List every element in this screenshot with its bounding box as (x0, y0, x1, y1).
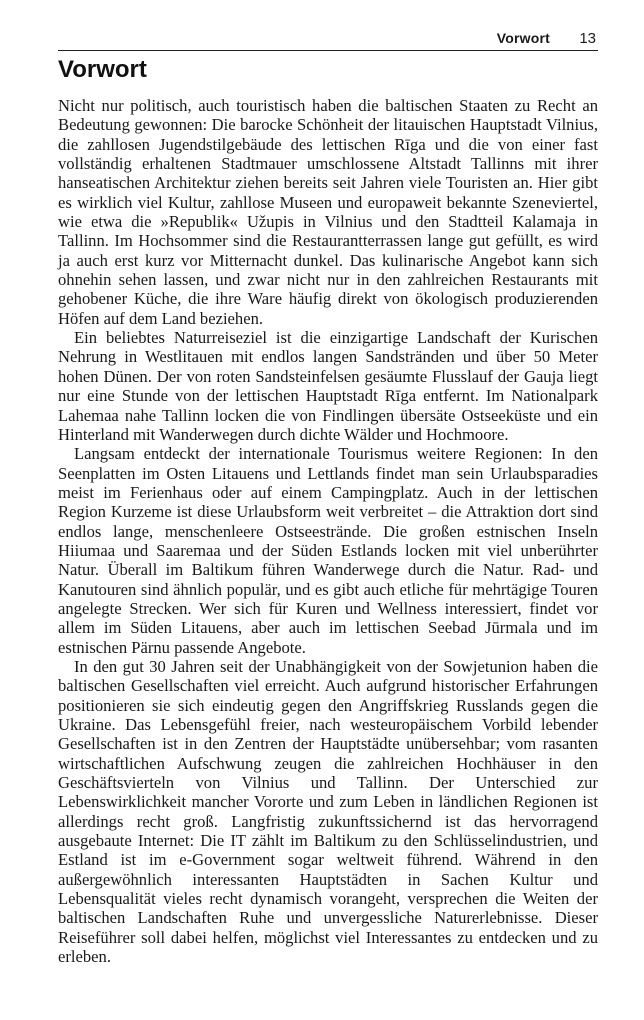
running-head (58, 30, 598, 51)
paragraph: In den gut 30 Jahren seit der Unabhängigkeit von der Sowjetunion haben die baltischen Gesellschaften viel erreicht. Auch aufgrund historischer Erfahrungen positionieren sie sich eindeutig gegen den Angriffskrieg Russlands gegen die Ukraine. Das Lebensgefühl freier, nach westeuropäischem Vorbild lebender Gesellschaften ist in den Zentren der Hauptstädte unübersehbar; vom rasanten wirtschaftlichen Aufschwung zeugen die zahlreichen Hochhäuser in den Geschäftsvierteln von Vilnius und Tallinn. Der Unterschied zur Lebenswirklichkeit mancher Vororte und zum Leben in ländlichen Regionen ist allerdings recht groß. Langfristig zukunftssichernd ist das hervorragend ausgebaute Internet: Die IT zählt im Baltikum zu den Schlüsselindustrien, und Estland ist im e-Government sogar weltweit führend. Während in den außergewöhnlich interessanten Hauptstädten in Sachen Kultur und Lebensqualität vieles recht dynamisch vorangeht, versprechen die Weiten der baltischen Landschaften Ruhe und unvergessliche Naturerlebnisse. Dieser Reiseführer soll dabei helfen, möglichst viel Interessantes zu entdecken und zu erleben. (58, 656, 598, 967)
paragraph: Langsam entdeckt der internationale Tourismus weitere Regionen: In den Seenplatten im Osten Litauens und Lettlands findet man sein Urlaubsparadies meist im Ferienhaus oder auf einem Campingplatz. Auch in der lettischen Region Kurzeme ist diese Urlaubsform weit verbreitet – die Attraktion dort sind endlos lange, menschenleere Ostseestrände. Die großen estnischen Inseln Hiiumaa und Saaremaa und der Süden Estlands locken mit viel unberührter Natur. Überall im Baltikum führen Wanderwege durch die Natur. Rad- und Kanutouren sind ähnlich populär, und es gibt auch etliche für mehrtägige Touren angelegte Strecken. Wer sich für Kuren und Wellness interessiert, findet vor allem im Süden Litauens, aber auch im lettischen Seebad Jūrmala und im estnischen Pärnu passende Angebote. (58, 444, 598, 657)
chapter-title: Vorwort (58, 56, 147, 83)
body-text (58, 96, 598, 966)
page-number: 13 (579, 30, 596, 47)
paragraph: Ein beliebtes Naturreiseziel ist die einzigartige Landschaft der Kurischen Nehrung in Westlitauen mit endlos langen Sandstränden und über 50 Meter hohen Dünen. Der von roten Sandsteinfelsen gesäumte Flusslauf der Gauja liegt nur eine Stunde von der lettischen Hauptstadt Rīga entfernt. Im Nationalpark Lahemaa nahe Tallinn locken die von Findlingen übersäte Ostseeküste und ein Hinterland mit Wanderwegen durch dichte Wälder und Hochmoore. (58, 328, 598, 444)
paragraph: Nicht nur politisch, auch touristisch haben die baltischen Staaten zu Recht an Bedeutung gewonnen: Die barocke Schönheit der litauischen Hauptstadt Vilnius, die zahllosen Jugendstilgebäude des lettischen Rīga und die von einer fast vollständig erhaltenen Stadtmauer umschlossene Altstadt Tallinns mit ihrer hanseatischen Architektur ziehen bereits seit Jahren viele Touristen an. Hier gibt es wirklich viel Kultur, zahllose Museen und europaweit bekannte Szeneviertel, wie etwa die »Republik« Užupis in Vilnius und den Stadtteil Kalamaja in Tallinn. Im Hochsommer sind die Restaurantterrassen lange gut gefüllt, es wird ja auch erst kurz vor Mitternacht dunkel. Das kulinarische Angebot kann sich ohnehin sehen lassen, und zwar nicht nur in den zahlreichen Restaurants mit gehobener Küche, die ihre Ware häufig direkt von ökologisch produzierenden Höfen auf dem Land beziehen. (58, 96, 598, 328)
running-head-section: Vorwort (496, 30, 550, 46)
